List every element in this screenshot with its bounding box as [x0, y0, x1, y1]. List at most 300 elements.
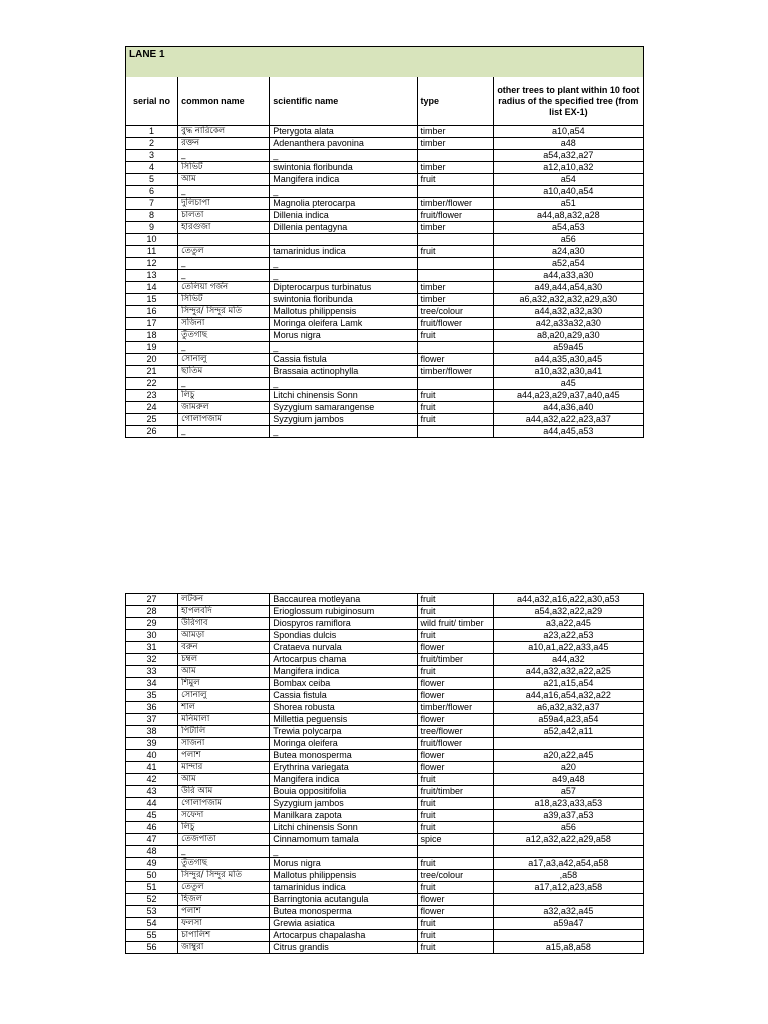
- serial-cell: 45: [126, 810, 178, 822]
- other-trees-cell: a24,a30: [493, 246, 643, 258]
- serial-cell: 13: [126, 270, 178, 282]
- serial-cell: 15: [126, 294, 178, 306]
- scientific-name-cell: Mangifera indica: [270, 174, 417, 186]
- other-trees-cell: a56: [493, 234, 643, 246]
- serial-cell: 10: [126, 234, 178, 246]
- scientific-name-cell: tamarinidus indica: [270, 882, 417, 894]
- serial-cell: 28: [126, 606, 178, 618]
- type-cell: fruit: [417, 246, 493, 258]
- serial-cell: 24: [126, 402, 178, 414]
- type-cell: timber/flower: [417, 198, 493, 210]
- table-row: [126, 318, 644, 330]
- other-trees-cell: a44,a32: [493, 654, 643, 666]
- common-name-cell: আম: [178, 174, 270, 186]
- table-row: [126, 690, 644, 702]
- header-type: type: [417, 77, 493, 126]
- serial-cell: 37: [126, 714, 178, 726]
- table-row: [126, 174, 644, 186]
- scientific-name-cell: Diospyros ramiflora: [270, 618, 417, 630]
- table-row: [126, 342, 644, 354]
- table-row: [126, 738, 644, 750]
- scientific-name-cell: _: [270, 378, 417, 390]
- serial-cell: 26: [126, 426, 178, 438]
- serial-cell: 38: [126, 726, 178, 738]
- common-name-cell: উরিগাব: [178, 618, 270, 630]
- table-row: [126, 810, 644, 822]
- type-cell: flower: [417, 642, 493, 654]
- table-row: [126, 834, 644, 846]
- other-trees-cell: a20,a22,a45: [493, 750, 643, 762]
- table-row: [126, 798, 644, 810]
- scientific-name-cell: Erythrina variegata: [270, 762, 417, 774]
- type-cell: fruit: [417, 942, 493, 954]
- type-cell: [417, 342, 493, 354]
- type-cell: fruit: [417, 882, 493, 894]
- other-trees-cell: a48: [493, 138, 643, 150]
- table-row: [126, 606, 644, 618]
- type-cell: fruit: [417, 330, 493, 342]
- common-name-cell: পলাশ: [178, 906, 270, 918]
- common-name-cell: তুঁতগাছ: [178, 858, 270, 870]
- type-cell: fruit: [417, 390, 493, 402]
- serial-cell: 2: [126, 138, 178, 150]
- type-cell: flower: [417, 894, 493, 906]
- serial-cell: 52: [126, 894, 178, 906]
- header-other-trees: other trees to plant within 10 foot radius of the specified tree (from list EX-1): [493, 77, 643, 126]
- type-cell: [417, 270, 493, 282]
- serial-cell: 53: [126, 906, 178, 918]
- table-row: [126, 942, 644, 954]
- serial-cell: 11: [126, 246, 178, 258]
- scientific-name-cell: Barringtonia acutangula: [270, 894, 417, 906]
- scientific-name-cell: Syzygium samarangense: [270, 402, 417, 414]
- common-name-cell: তেতুল: [178, 246, 270, 258]
- table-row: [126, 714, 644, 726]
- table-row: [126, 126, 644, 138]
- scientific-name-cell: Bouia oppositifolia: [270, 786, 417, 798]
- type-cell: fruit: [417, 666, 493, 678]
- table-row: [126, 246, 644, 258]
- common-name-cell: আম: [178, 774, 270, 786]
- other-trees-cell: a59a45: [493, 342, 643, 354]
- serial-cell: 4: [126, 162, 178, 174]
- common-name-cell: তেতুল: [178, 882, 270, 894]
- common-name-cell: _: [178, 342, 270, 354]
- serial-cell: 8: [126, 210, 178, 222]
- scientific-name-cell: Spondias dulcis: [270, 630, 417, 642]
- serial-cell: 30: [126, 630, 178, 642]
- serial-cell: 51: [126, 882, 178, 894]
- scientific-name-cell: _: [270, 270, 417, 282]
- serial-cell: 3: [126, 150, 178, 162]
- type-cell: timber: [417, 294, 493, 306]
- other-trees-cell: a10,a1,a22,a33,a45: [493, 642, 643, 654]
- type-cell: fruit/flower: [417, 210, 493, 222]
- tree-table-continued: [125, 593, 644, 954]
- common-name-cell: ছাতিম: [178, 366, 270, 378]
- table-row: [126, 138, 644, 150]
- common-name-cell: বরুন: [178, 642, 270, 654]
- table-row: [126, 354, 644, 366]
- common-name-cell: হিজল: [178, 894, 270, 906]
- serial-cell: 25: [126, 414, 178, 426]
- type-cell: fruit: [417, 630, 493, 642]
- scientific-name-cell: Brassaia actinophylla: [270, 366, 417, 378]
- other-trees-cell: a17,a3,a42,a54,a58: [493, 858, 643, 870]
- serial-cell: 17: [126, 318, 178, 330]
- scientific-name-cell: swintonia floribunda: [270, 162, 417, 174]
- type-cell: flower: [417, 750, 493, 762]
- serial-cell: 56: [126, 942, 178, 954]
- common-name-cell: উরি আম: [178, 786, 270, 798]
- table-row: [126, 894, 644, 906]
- other-trees-cell: a44,a35,a30,a45: [493, 354, 643, 366]
- other-trees-cell: a44,a32,a22,a23,a37: [493, 414, 643, 426]
- common-name-cell: _: [178, 378, 270, 390]
- table-row: [126, 270, 644, 282]
- table-row: [126, 222, 644, 234]
- common-name-cell: লিচু: [178, 822, 270, 834]
- scientific-name-cell: Butea monosperma: [270, 906, 417, 918]
- other-trees-cell: a54: [493, 174, 643, 186]
- type-cell: flower: [417, 354, 493, 366]
- table-row: [126, 210, 644, 222]
- table-row: [126, 762, 644, 774]
- common-name-cell: চাপালিশ: [178, 930, 270, 942]
- other-trees-cell: a44,a16,a54,a32,a22: [493, 690, 643, 702]
- type-cell: flower: [417, 678, 493, 690]
- table-row: [126, 306, 644, 318]
- common-name-cell: সোনালু: [178, 690, 270, 702]
- other-trees-cell: a54,a32,a27: [493, 150, 643, 162]
- scientific-name-cell: Citrus grandis: [270, 942, 417, 954]
- header-common-name: common name: [178, 77, 270, 126]
- serial-cell: 6: [126, 186, 178, 198]
- table-row: [126, 642, 644, 654]
- type-cell: timber: [417, 138, 493, 150]
- scientific-name-cell: Bombax ceiba: [270, 678, 417, 690]
- other-trees-cell: a49,a44,a54,a30: [493, 282, 643, 294]
- other-trees-cell: a49,a48: [493, 774, 643, 786]
- scientific-name-cell: Butea monosperma: [270, 750, 417, 762]
- scientific-name-cell: Syzygium jambos: [270, 414, 417, 426]
- serial-cell: 21: [126, 366, 178, 378]
- scientific-name-cell: Millettia peguensis: [270, 714, 417, 726]
- other-trees-cell: ,a58: [493, 870, 643, 882]
- common-name-cell: চালতা: [178, 210, 270, 222]
- other-trees-cell: a10,a40,a54: [493, 186, 643, 198]
- table-row: [126, 918, 644, 930]
- serial-cell: 20: [126, 354, 178, 366]
- other-trees-cell: a15,a8,a58: [493, 942, 643, 954]
- common-name-cell: হারগুজা: [178, 222, 270, 234]
- scientific-name-cell: Adenanthera pavonina: [270, 138, 417, 150]
- type-cell: fruit: [417, 774, 493, 786]
- common-name-cell: মনিমালা: [178, 714, 270, 726]
- table-row: [126, 702, 644, 714]
- common-name-cell: সাজনা: [178, 738, 270, 750]
- serial-cell: 27: [126, 594, 178, 606]
- table-row: [126, 822, 644, 834]
- common-name-cell: গোলাপজাম: [178, 414, 270, 426]
- scientific-name-cell: Pterygota alata: [270, 126, 417, 138]
- scientific-name-cell: Grewia asiatica: [270, 918, 417, 930]
- common-name-cell: সোনালু: [178, 354, 270, 366]
- other-trees-cell: a52,a42,a11: [493, 726, 643, 738]
- scientific-name-cell: _: [270, 150, 417, 162]
- scientific-name-cell: Moringa oleifera: [270, 738, 417, 750]
- other-trees-cell: a52,a54: [493, 258, 643, 270]
- serial-cell: 42: [126, 774, 178, 786]
- scientific-name-cell: _: [270, 426, 417, 438]
- other-trees-cell: a59a4,a23,a54: [493, 714, 643, 726]
- common-name-cell: সিভিট: [178, 294, 270, 306]
- serial-cell: 14: [126, 282, 178, 294]
- other-trees-cell: a6,a32,a32,a32,a29,a30: [493, 294, 643, 306]
- table-row: [126, 294, 644, 306]
- serial-cell: 54: [126, 918, 178, 930]
- common-name-cell: আমড়া: [178, 630, 270, 642]
- common-name-cell: মান্দার: [178, 762, 270, 774]
- other-trees-cell: a17,a12,a23,a58: [493, 882, 643, 894]
- other-trees-cell: a3,a22,a45: [493, 618, 643, 630]
- common-name-cell: _: [178, 258, 270, 270]
- table-row: [126, 366, 644, 378]
- type-cell: timber: [417, 222, 493, 234]
- common-name-cell: _: [178, 426, 270, 438]
- header-serial-no: serial no: [126, 77, 178, 126]
- scientific-name-cell: _: [270, 186, 417, 198]
- other-trees-cell: [493, 846, 643, 858]
- common-name-cell: _: [178, 150, 270, 162]
- scientific-name-cell: Baccaurea motleyana: [270, 594, 417, 606]
- common-name-cell: সফেদা: [178, 810, 270, 822]
- table-header-row: [126, 77, 644, 126]
- other-trees-cell: [493, 930, 643, 942]
- common-name-cell: জামরুল: [178, 402, 270, 414]
- common-name-cell: রক্তন: [178, 138, 270, 150]
- type-cell: [417, 150, 493, 162]
- scientific-name-cell: _: [270, 342, 417, 354]
- table-row: [126, 594, 644, 606]
- common-name-cell: দুলিচাপা: [178, 198, 270, 210]
- type-cell: timber/flower: [417, 366, 493, 378]
- common-name-cell: পিটালি: [178, 726, 270, 738]
- scientific-name-cell: Mangifera indica: [270, 774, 417, 786]
- other-trees-cell: a44,a45,a53: [493, 426, 643, 438]
- serial-cell: 35: [126, 690, 178, 702]
- serial-cell: 50: [126, 870, 178, 882]
- other-trees-cell: a20: [493, 762, 643, 774]
- serial-cell: 47: [126, 834, 178, 846]
- serial-cell: 49: [126, 858, 178, 870]
- common-name-cell: তেজপাতা: [178, 834, 270, 846]
- serial-cell: 34: [126, 678, 178, 690]
- serial-cell: 18: [126, 330, 178, 342]
- serial-cell: 44: [126, 798, 178, 810]
- table-row: [126, 150, 644, 162]
- scientific-name-cell: Dillenia indica: [270, 210, 417, 222]
- table-row: [126, 162, 644, 174]
- serial-cell: 31: [126, 642, 178, 654]
- serial-cell: 5: [126, 174, 178, 186]
- common-name-cell: [178, 234, 270, 246]
- scientific-name-cell: Manilkara zapota: [270, 810, 417, 822]
- type-cell: [417, 258, 493, 270]
- scientific-name-cell: tamarinidus indica: [270, 246, 417, 258]
- type-cell: [417, 426, 493, 438]
- scientific-name-cell: Mallotus philippensis: [270, 306, 417, 318]
- other-trees-cell: a57: [493, 786, 643, 798]
- other-trees-cell: a45: [493, 378, 643, 390]
- table-row: [126, 870, 644, 882]
- type-cell: fruit: [417, 858, 493, 870]
- table-row: [126, 234, 644, 246]
- type-cell: fruit: [417, 930, 493, 942]
- type-cell: [417, 378, 493, 390]
- type-cell: fruit: [417, 810, 493, 822]
- scientific-name-cell: Erioglossum rubiginosum: [270, 606, 417, 618]
- other-trees-cell: a44,a8,a32,a28: [493, 210, 643, 222]
- table-row: [126, 414, 644, 426]
- common-name-cell: গোলাপজাম: [178, 798, 270, 810]
- serial-cell: 46: [126, 822, 178, 834]
- type-cell: [417, 846, 493, 858]
- type-cell: flower: [417, 714, 493, 726]
- other-trees-cell: a44,a23,a29,a37,a40,a45: [493, 390, 643, 402]
- serial-cell: 39: [126, 738, 178, 750]
- other-trees-cell: a18,a23,a33,a53: [493, 798, 643, 810]
- common-name-cell: চম্বল: [178, 654, 270, 666]
- type-cell: fruit/flower: [417, 318, 493, 330]
- type-cell: [417, 234, 493, 246]
- common-name-cell: _: [178, 270, 270, 282]
- scientific-name-cell: [270, 234, 417, 246]
- type-cell: tree/colour: [417, 870, 493, 882]
- type-cell: timber: [417, 282, 493, 294]
- type-cell: flower: [417, 762, 493, 774]
- other-trees-cell: a12,a10,a32: [493, 162, 643, 174]
- table-row: [126, 846, 644, 858]
- scientific-name-cell: Magnolia pterocarpa: [270, 198, 417, 210]
- scientific-name-cell: Crataeva nurvala: [270, 642, 417, 654]
- other-trees-cell: a44,a32,a16,a22,a30,a53: [493, 594, 643, 606]
- table-row: [126, 426, 644, 438]
- common-name-cell: জাম্বুরা: [178, 942, 270, 954]
- type-cell: tree/flower: [417, 726, 493, 738]
- common-name-cell: সিন্দুর/ সিন্দুর মতি: [178, 870, 270, 882]
- serial-cell: 7: [126, 198, 178, 210]
- table-row: [126, 390, 644, 402]
- other-trees-cell: a6,a32,a32,a37: [493, 702, 643, 714]
- other-trees-cell: a44,a33,a30: [493, 270, 643, 282]
- serial-cell: 22: [126, 378, 178, 390]
- scientific-name-cell: Litchi chinensis Sonn: [270, 390, 417, 402]
- type-cell: fruit: [417, 606, 493, 618]
- type-cell: fruit: [417, 174, 493, 186]
- scientific-name-cell: Mangifera indica: [270, 666, 417, 678]
- scientific-name-cell: Moringa oleifera Lamk: [270, 318, 417, 330]
- header-scientific-name: scientific name: [270, 77, 417, 126]
- table-row: [126, 774, 644, 786]
- common-name-cell: শাল: [178, 702, 270, 714]
- other-trees-cell: a44,a36,a40: [493, 402, 643, 414]
- common-name-cell: হাপলবদি: [178, 606, 270, 618]
- serial-cell: 36: [126, 702, 178, 714]
- scientific-name-cell: swintonia floribunda: [270, 294, 417, 306]
- other-trees-cell: a12,a32,a22,a29,a58: [493, 834, 643, 846]
- table-row: [126, 786, 644, 798]
- other-trees-cell: a32,a32,a45: [493, 906, 643, 918]
- common-name-cell: বুদ্ধ নারিকেল: [178, 126, 270, 138]
- table-row: [126, 330, 644, 342]
- serial-cell: 29: [126, 618, 178, 630]
- other-trees-cell: a44,a32,a32,a22,a25: [493, 666, 643, 678]
- other-trees-cell: [493, 894, 643, 906]
- other-trees-cell: a54,a53: [493, 222, 643, 234]
- serial-cell: 33: [126, 666, 178, 678]
- type-cell: fruit: [417, 798, 493, 810]
- common-name-cell: ফলসা: [178, 918, 270, 930]
- common-name-cell: শিমুল: [178, 678, 270, 690]
- serial-cell: 23: [126, 390, 178, 402]
- type-cell: tree/colour: [417, 306, 493, 318]
- table-row: [126, 378, 644, 390]
- table-row: [126, 750, 644, 762]
- table-row: [126, 282, 644, 294]
- other-trees-cell: a21,a15,a54: [493, 678, 643, 690]
- type-cell: fruit/flower: [417, 738, 493, 750]
- serial-cell: 41: [126, 762, 178, 774]
- other-trees-cell: [493, 738, 643, 750]
- table-row: [126, 654, 644, 666]
- serial-cell: 43: [126, 786, 178, 798]
- type-cell: fruit/timber: [417, 786, 493, 798]
- serial-cell: 9: [126, 222, 178, 234]
- scientific-name-cell: Mallotus philippensis: [270, 870, 417, 882]
- table-row: [126, 726, 644, 738]
- scientific-name-cell: Cassia fistula: [270, 354, 417, 366]
- common-name-cell: _: [178, 186, 270, 198]
- table-row: [126, 630, 644, 642]
- common-name-cell: সিন্দুর/ সিন্দুর মতি: [178, 306, 270, 318]
- type-cell: fruit: [417, 918, 493, 930]
- table-row: [126, 666, 644, 678]
- table-row: [126, 858, 644, 870]
- scientific-name-cell: Trewia polycarpa: [270, 726, 417, 738]
- serial-cell: 55: [126, 930, 178, 942]
- tree-table-lane-1: [125, 46, 644, 438]
- table-row: [126, 186, 644, 198]
- table-row: [126, 678, 644, 690]
- serial-cell: 40: [126, 750, 178, 762]
- type-cell: spice: [417, 834, 493, 846]
- serial-cell: 19: [126, 342, 178, 354]
- other-trees-cell: a10,a54: [493, 126, 643, 138]
- other-trees-cell: a44,a32,a32,a30: [493, 306, 643, 318]
- common-name-cell: _: [178, 846, 270, 858]
- other-trees-cell: a54,a32,a22,a29: [493, 606, 643, 618]
- type-cell: [417, 186, 493, 198]
- scientific-name-cell: Dipterocarpus turbinatus: [270, 282, 417, 294]
- type-cell: fruit: [417, 822, 493, 834]
- common-name-cell: লিচু: [178, 390, 270, 402]
- type-cell: wild fruit/ timber: [417, 618, 493, 630]
- common-name-cell: লটকন: [178, 594, 270, 606]
- serial-cell: 12: [126, 258, 178, 270]
- common-name-cell: আম: [178, 666, 270, 678]
- scientific-name-cell: Shorea robusta: [270, 702, 417, 714]
